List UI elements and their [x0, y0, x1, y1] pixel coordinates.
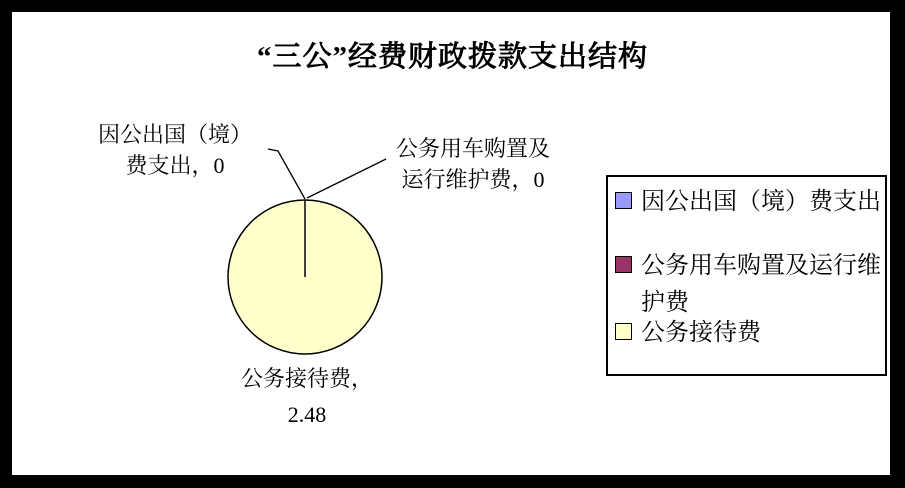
- data-label-abroad-line2: 费支出，0: [125, 153, 225, 178]
- legend-item-label: 因公出国（境）费支出: [641, 189, 881, 215]
- data-label-reception-line2: 2.48: [287, 402, 327, 427]
- data-label-abroad-line1: 因公出国（境）: [97, 122, 252, 147]
- legend-item-reception: [615, 315, 884, 352]
- data-label-reception-line1: 公务接待费，: [240, 366, 373, 391]
- data-label-vehicle-line1: 公务用车购置及: [395, 136, 550, 161]
- legend-swatch-vehicle-icon: [615, 256, 632, 273]
- legend-item-label: 公务用车购置及运行维护费: [641, 253, 881, 316]
- legend-swatch-abroad-icon: [615, 192, 632, 209]
- legend-swatch-reception-icon: [615, 323, 632, 340]
- legend: [606, 175, 887, 376]
- legend-item-abroad: [615, 184, 884, 221]
- leader-line-vehicle: [307, 159, 386, 198]
- legend-item-label: 公务接待费: [641, 320, 761, 346]
- legend-item-vehicle: [615, 248, 884, 322]
- chart-title: “三公”经费财政拨款支出结构: [256, 41, 648, 73]
- data-label-vehicle-line2: 运行维护费，0: [401, 167, 545, 192]
- leader-line-abroad: [268, 149, 305, 199]
